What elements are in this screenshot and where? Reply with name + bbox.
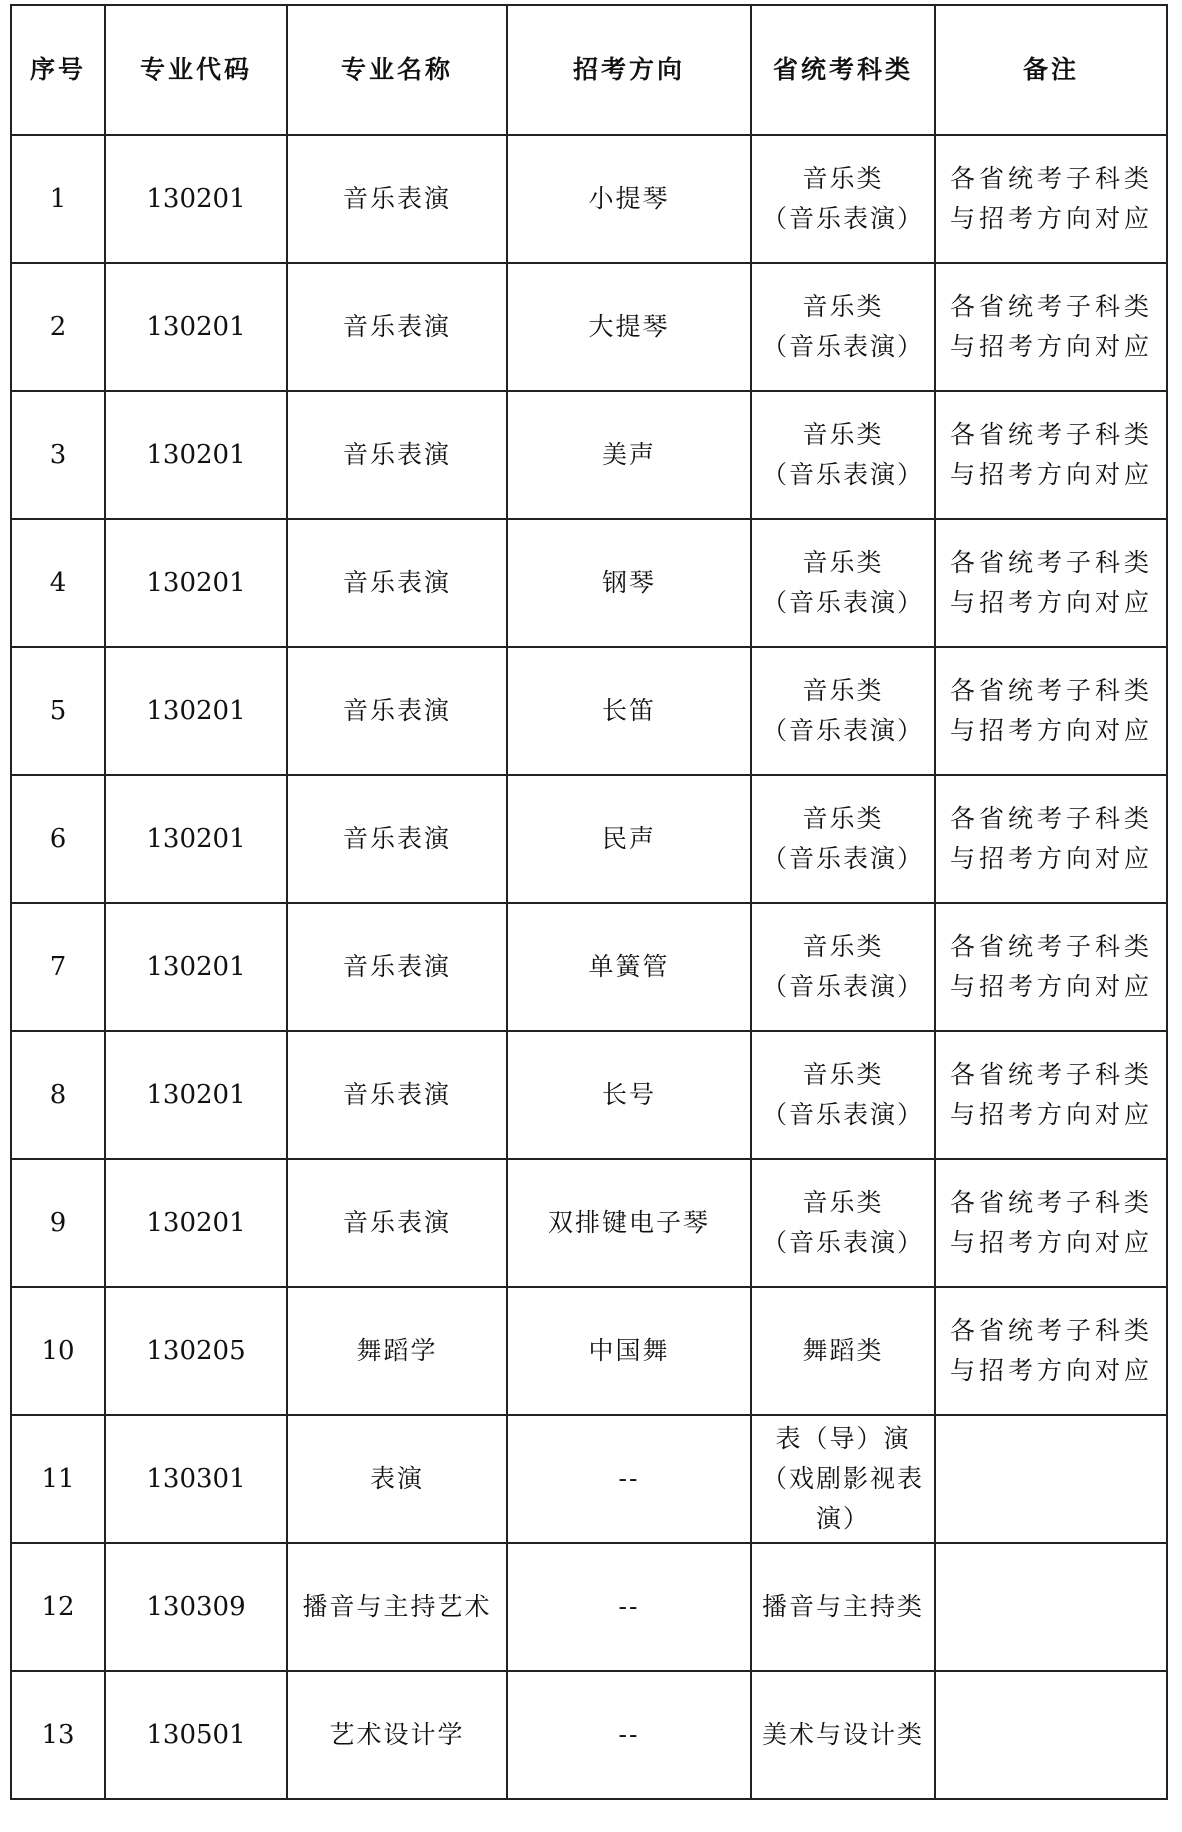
cell-code: [105, 1415, 287, 1543]
table-row: [11, 647, 1167, 775]
cell-major-text: 音乐表演: [342, 312, 451, 341]
cell-category-text: 音乐类 （音乐表演）: [761, 292, 924, 361]
cell-direction: [507, 647, 751, 775]
cell-major-text: 音乐表演: [342, 696, 451, 725]
table-row: [11, 1287, 1167, 1415]
cell-code: [105, 647, 287, 775]
cell-index-text: 9: [49, 1208, 67, 1238]
cell-index: [11, 1159, 105, 1287]
cell-index: [11, 263, 105, 391]
cell-category: [751, 647, 935, 775]
cell-major-text: 音乐表演: [342, 184, 451, 213]
cell-code: [105, 519, 287, 647]
cell-direction: [507, 519, 751, 647]
cell-index: [11, 1543, 105, 1671]
cell-code-text: 130205: [146, 1336, 246, 1366]
cell-note: [935, 1671, 1167, 1799]
cell-code-text: 130301: [146, 1464, 246, 1494]
cell-note-text: 各省统考子科类与招考方向对应: [950, 164, 1154, 233]
cell-major: [287, 391, 507, 519]
cell-category: [751, 775, 935, 903]
cell-direction: [507, 1031, 751, 1159]
cell-major: [287, 1287, 507, 1415]
cell-code: [105, 775, 287, 903]
cell-index: [11, 647, 105, 775]
cell-index-text: 12: [41, 1592, 75, 1622]
cell-direction: [507, 263, 751, 391]
cell-category: [751, 391, 935, 519]
cell-direction: [507, 1543, 751, 1671]
cell-major: [287, 1543, 507, 1671]
cell-index-text: 1: [49, 184, 67, 214]
header-major: 专业名称: [287, 5, 507, 135]
cell-category-text: 音乐类 （音乐表演）: [761, 1060, 924, 1129]
table-row: [11, 1031, 1167, 1159]
cell-note-text: 各省统考子科类与招考方向对应: [950, 676, 1154, 745]
cell-direction-text: 双排键电子琴: [547, 1208, 710, 1237]
cell-note-text: 各省统考子科类与招考方向对应: [950, 420, 1154, 489]
header-category: 省统考科类: [751, 5, 935, 135]
cell-index: [11, 903, 105, 1031]
cell-category-text: 音乐类 （音乐表演）: [761, 548, 924, 617]
cell-index: [11, 391, 105, 519]
cell-major-text: 表演: [369, 1464, 424, 1493]
cell-direction: [507, 135, 751, 263]
cell-note-text: 各省统考子科类与招考方向对应: [950, 932, 1154, 1001]
cell-major-text: 舞蹈学: [356, 1336, 438, 1365]
table-header-row: [11, 5, 1167, 135]
cell-category-text: 音乐类 （音乐表演）: [761, 932, 924, 1001]
cell-category-text: 音乐类 （音乐表演）: [761, 804, 924, 873]
cell-category: [751, 1159, 935, 1287]
cell-index: [11, 1031, 105, 1159]
cell-index: [11, 1415, 105, 1543]
cell-direction: [507, 1415, 751, 1543]
cell-major-text: 艺术设计学: [329, 1720, 465, 1749]
cell-code: [105, 1031, 287, 1159]
cell-code-text: 130201: [146, 824, 246, 854]
cell-major: [287, 519, 507, 647]
cell-code: [105, 1287, 287, 1415]
header-direction: 招考方向: [507, 5, 751, 135]
table-row: [11, 391, 1167, 519]
cell-code-text: 130201: [146, 440, 246, 470]
cell-category: [751, 1671, 935, 1799]
cell-major: [287, 775, 507, 903]
cell-note: [935, 1031, 1167, 1159]
cell-major: [287, 903, 507, 1031]
cell-index-text: 5: [49, 696, 67, 726]
table-row: [11, 263, 1167, 391]
cell-index-text: 13: [41, 1720, 75, 1750]
cell-note: [935, 1287, 1167, 1415]
cell-index-text: 6: [49, 824, 67, 854]
cell-direction-text: 长号: [601, 1080, 656, 1109]
cell-category: [751, 1543, 935, 1671]
cell-major-text: 音乐表演: [342, 568, 451, 597]
cell-note: [935, 263, 1167, 391]
table-row: [11, 903, 1167, 1031]
cell-index-text: 7: [49, 952, 67, 982]
cell-major: [287, 1159, 507, 1287]
cell-direction: [507, 1287, 751, 1415]
cell-note-text: 各省统考子科类与招考方向对应: [950, 292, 1154, 361]
cell-note: [935, 1159, 1167, 1287]
cell-index-text: 10: [41, 1336, 75, 1366]
cell-major: [287, 1415, 507, 1543]
cell-category: [751, 1415, 935, 1543]
cell-note: [935, 519, 1167, 647]
cell-major-text: 音乐表演: [342, 824, 451, 853]
cell-category-text: 美术与设计类: [761, 1720, 924, 1749]
enrollment-table: [10, 4, 1168, 1800]
cell-major-text: 音乐表演: [342, 1080, 451, 1109]
cell-code: [105, 1671, 287, 1799]
header-note: 备注: [935, 5, 1167, 135]
cell-code-text: 130201: [146, 568, 246, 598]
cell-index: [11, 1671, 105, 1799]
cell-category: [751, 1287, 935, 1415]
cell-direction-text: 小提琴: [588, 184, 670, 213]
cell-code-text: 130201: [146, 952, 246, 982]
header-index: 序号: [11, 5, 105, 135]
cell-category-text: 音乐类 （音乐表演）: [761, 676, 924, 745]
cell-major: [287, 1031, 507, 1159]
cell-category: [751, 263, 935, 391]
cell-major-text: 音乐表演: [342, 440, 451, 469]
cell-direction-text: 中国舞: [588, 1336, 670, 1365]
cell-direction-text: 长笛: [601, 696, 656, 725]
cell-index-text: 11: [41, 1464, 75, 1494]
cell-index: [11, 519, 105, 647]
header-code: 专业代码: [105, 5, 287, 135]
cell-code-text: 130201: [146, 312, 246, 342]
cell-major: [287, 263, 507, 391]
cell-category: [751, 903, 935, 1031]
cell-direction-text: 单簧管: [588, 952, 670, 981]
cell-note: [935, 775, 1167, 903]
cell-category-text: 音乐类 （音乐表演）: [761, 164, 924, 233]
cell-category: [751, 1031, 935, 1159]
cell-index-text: 2: [49, 312, 67, 342]
cell-note: [935, 647, 1167, 775]
cell-code-text: 130309: [146, 1592, 246, 1622]
table-row: [11, 519, 1167, 647]
cell-direction-text: --: [618, 1720, 640, 1749]
cell-direction-text: --: [618, 1592, 640, 1621]
cell-direction-text: 钢琴: [601, 568, 656, 597]
cell-note: [935, 391, 1167, 519]
cell-index-text: 4: [49, 568, 67, 598]
table-row: [11, 1671, 1167, 1799]
cell-category: [751, 135, 935, 263]
table-row: [11, 1415, 1167, 1543]
cell-code: [105, 135, 287, 263]
cell-major-text: 播音与主持艺术: [302, 1592, 492, 1621]
cell-code-text: 130201: [146, 696, 246, 726]
cell-major-text: 音乐表演: [342, 1208, 451, 1237]
table-row: [11, 135, 1167, 263]
cell-major-text: 音乐表演: [342, 952, 451, 981]
cell-direction: [507, 1671, 751, 1799]
cell-category: [751, 519, 935, 647]
cell-category-text: 表（导）演（戏剧影视表演）: [761, 1424, 924, 1533]
table-row: [11, 1159, 1167, 1287]
cell-direction-text: 美声: [601, 440, 656, 469]
cell-direction: [507, 1159, 751, 1287]
cell-category-text: 播音与主持类: [761, 1592, 924, 1621]
cell-note-text: 各省统考子科类与招考方向对应: [950, 804, 1154, 873]
cell-code: [105, 263, 287, 391]
cell-code-text: 130201: [146, 184, 246, 214]
cell-direction: [507, 775, 751, 903]
cell-major: [287, 135, 507, 263]
cell-index-text: 8: [49, 1080, 67, 1110]
cell-code-text: 130201: [146, 1080, 246, 1110]
cell-direction-text: 民声: [601, 824, 656, 853]
cell-code-text: 130501: [146, 1720, 246, 1750]
cell-note-text: 各省统考子科类与招考方向对应: [950, 1316, 1154, 1385]
cell-index: [11, 775, 105, 903]
cell-note-text: 各省统考子科类与招考方向对应: [950, 1060, 1154, 1129]
cell-category-text: 舞蹈类: [802, 1336, 884, 1365]
cell-code-text: 130201: [146, 1208, 246, 1238]
table-row: [11, 775, 1167, 903]
cell-major: [287, 1671, 507, 1799]
cell-index: [11, 135, 105, 263]
table-row: [11, 1543, 1167, 1671]
cell-direction: [507, 391, 751, 519]
cell-note-text: 各省统考子科类与招考方向对应: [950, 1188, 1154, 1257]
cell-index: [11, 1287, 105, 1415]
cell-major: [287, 647, 507, 775]
cell-note-text: 各省统考子科类与招考方向对应: [950, 548, 1154, 617]
cell-direction-text: --: [618, 1464, 640, 1493]
cell-code: [105, 903, 287, 1031]
cell-category-text: 音乐类 （音乐表演）: [761, 1188, 924, 1257]
cell-code: [105, 1543, 287, 1671]
cell-note: [935, 135, 1167, 263]
cell-index-text: 3: [49, 440, 67, 470]
cell-note: [935, 1415, 1167, 1543]
cell-code: [105, 391, 287, 519]
cell-direction-text: 大提琴: [588, 312, 670, 341]
cell-code: [105, 1159, 287, 1287]
cell-category-text: 音乐类 （音乐表演）: [761, 420, 924, 489]
cell-note: [935, 903, 1167, 1031]
cell-note: [935, 1543, 1167, 1671]
cell-direction: [507, 903, 751, 1031]
